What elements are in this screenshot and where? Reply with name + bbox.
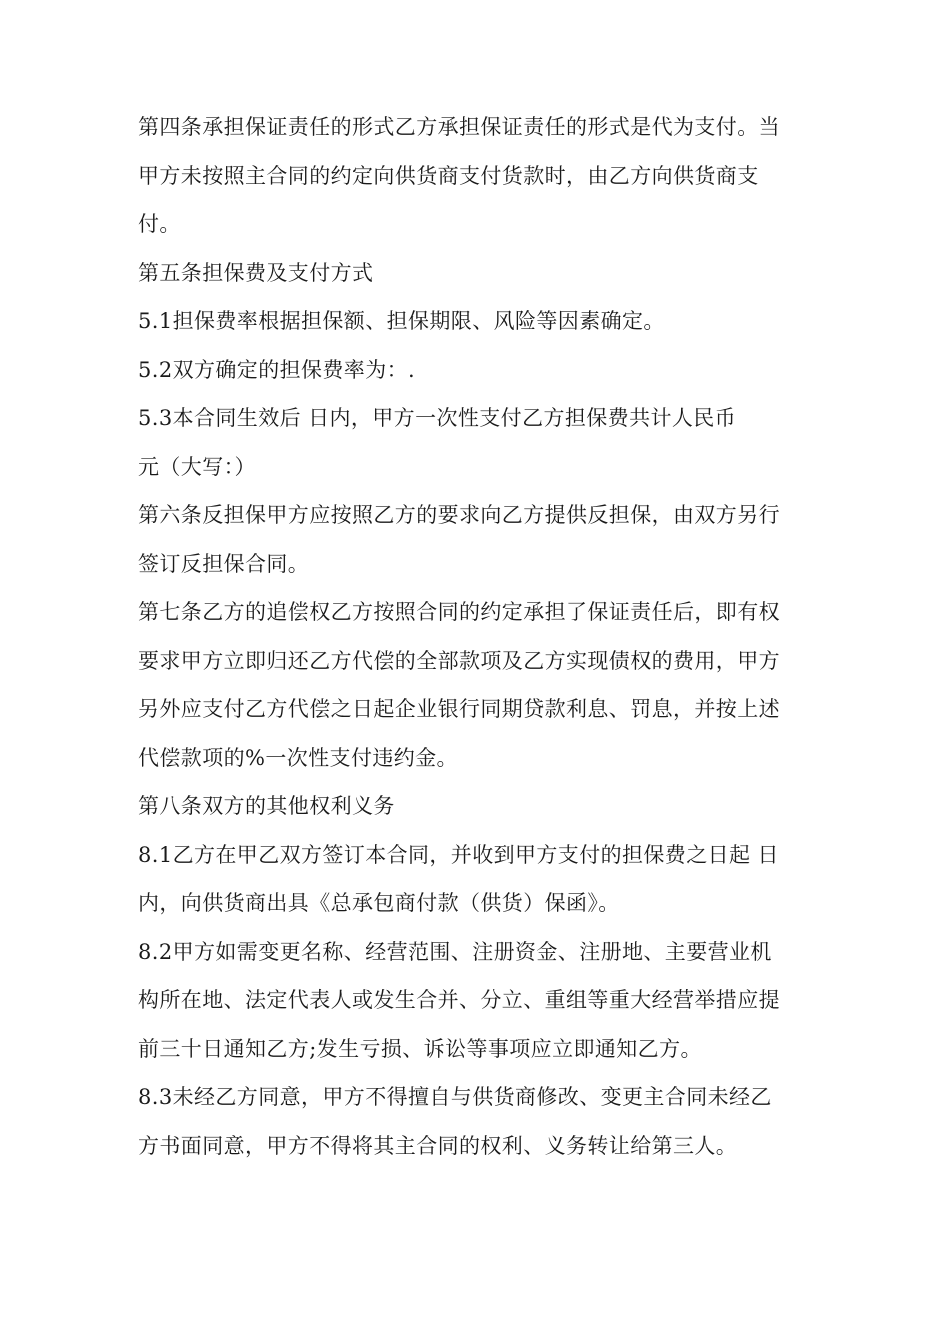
text-line: 第六条反担保甲方应按照乙方的要求向乙方提供反担保，由双方另行 bbox=[138, 503, 780, 527]
text-line: 5.3本合同生效后 日内，甲方一次性支付乙方担保费共计人民币 bbox=[138, 406, 737, 430]
document-body bbox=[138, 103, 828, 1170]
text-line: 5.1担保费率根据担保额、担保期限、风险等因素确定。 bbox=[138, 309, 665, 333]
text-line: 第七条乙方的追偿权乙方按照合同的约定承担了保证责任后，即有权 bbox=[138, 600, 780, 624]
text-line: 签订反担保合同。 bbox=[138, 551, 310, 576]
text-line: 第四条承担保证责任的形式乙方承担保证责任的形式是代为支付。当 bbox=[138, 115, 780, 139]
text-line: 付。 bbox=[138, 212, 181, 236]
text-line: 要求甲方立即归还乙方代偿的全部款项及乙方实现债权的费用，甲方 bbox=[138, 648, 780, 673]
text-line: 元（大写：） bbox=[138, 454, 256, 479]
text-line: 甲方未按照主合同的约定向供货商支付货款时，由乙方向供货商支 bbox=[138, 163, 759, 188]
text-line: 5.2双方确定的担保费率为：. bbox=[138, 357, 416, 382]
text-line: 8.1乙方在甲乙双方签订本合同，并收到甲方支付的担保费之日起 日 bbox=[138, 842, 779, 867]
text-line: 构所在地、法定代表人或发生合并、分立、重组等重大经营举措应提 bbox=[138, 988, 780, 1012]
text-line: 代偿款项的%一次性支付违约金。 bbox=[138, 745, 458, 770]
section-heading: 第八条双方的其他权利义务 bbox=[138, 794, 395, 818]
section-heading: 第五条担保费及支付方式 bbox=[138, 260, 374, 285]
text-line: 8.2甲方如需变更名称、经营范围、注册资金、注册地、主要营业机 bbox=[138, 939, 772, 964]
text-line: 前三十日通知乙方;发生亏损、诉讼等事项应立即通知乙方。 bbox=[138, 1036, 702, 1061]
text-line: 方书面同意，甲方不得将其主合同的权利、义务转让给第三人。 bbox=[138, 1133, 738, 1158]
text-line: 内，向供货商出具《总承包商付款（供货）保函》。 bbox=[138, 891, 620, 915]
text-line: 另外应支付乙方代偿之日起企业银行同期贷款利息、罚息，并按上述 bbox=[138, 697, 780, 721]
text-line: 8.3未经乙方同意，甲方不得擅自与供货商修改、变更主合同未经乙 bbox=[138, 1085, 772, 1109]
